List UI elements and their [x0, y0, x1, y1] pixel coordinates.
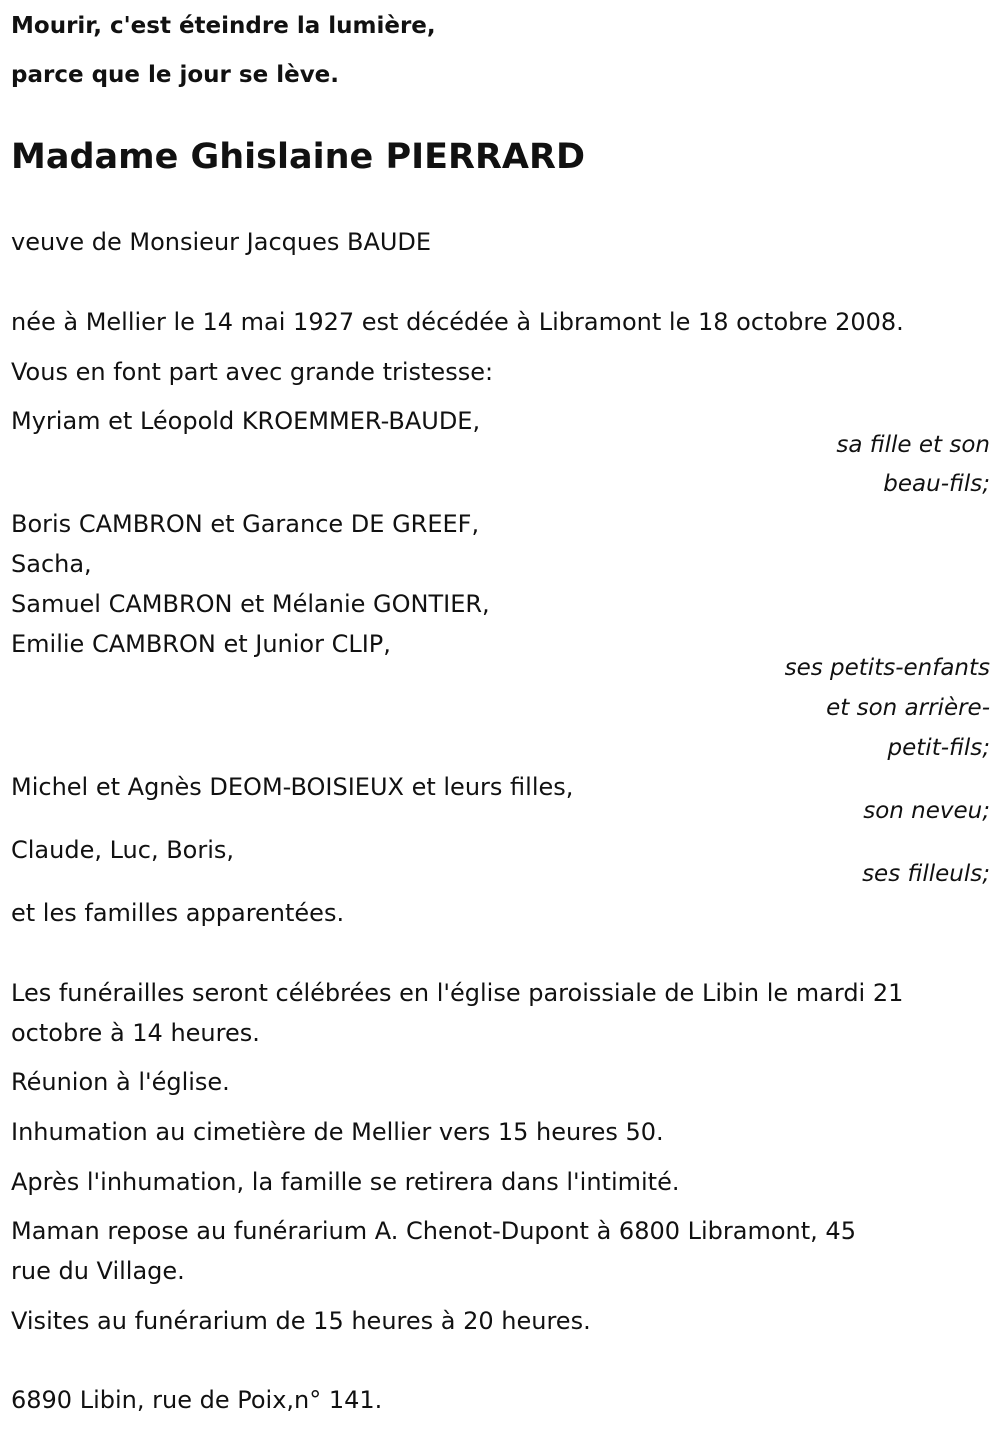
nephew-role: son neveu; — [863, 798, 990, 824]
burial-line: Inhumation au cimetière de Mellier vers 15 heures 50. — [11, 1118, 664, 1146]
intro-line: Vous en font part avec grande tristesse: — [11, 358, 494, 386]
grandchildren-role-3: petit-fils; — [887, 735, 990, 761]
daughter-role-2: beau-fils; — [883, 471, 990, 497]
quote-line-1: Mourir, c'est éteindre la lumière, — [11, 13, 436, 39]
widow-line: veuve de Monsieur Jacques BAUDE — [11, 228, 432, 256]
grandchild-line-3: Samuel CAMBRON et Mélanie GONTIER, — [11, 590, 490, 618]
address-line: 6890 Libin, rue de Poix,n° 141. — [11, 1386, 383, 1414]
ceremony-line-2: octobre à 14 heures. — [11, 1019, 260, 1047]
godchildren-line: Claude, Luc, Boris, — [11, 836, 235, 864]
daughter-line: Myriam et Léopold KROEMMER-BAUDE, — [11, 407, 481, 435]
grandchildren-role-1: ses petits-enfants — [784, 655, 990, 681]
nephew-line: Michel et Agnès DEOM-BOISIEUX et leurs filles, — [11, 773, 574, 801]
rest-line-2: rue du Village. — [11, 1257, 185, 1285]
rest-line-1: Maman repose au funérarium A. Chenot-Dupont à 6800 Libramont, 45 — [11, 1217, 856, 1245]
daughter-role-1: sa fille et son — [836, 432, 990, 458]
meeting-line: Réunion à l'église. — [11, 1068, 230, 1096]
grandchildren-role-2: et son arrière- — [826, 695, 990, 721]
grandchild-line-1: Boris CAMBRON et Garance DE GREEF, — [11, 510, 480, 538]
quote-line-2: parce que le jour se lève. — [11, 62, 340, 88]
grandchild-line-2: Sacha, — [11, 550, 92, 578]
deceased-name: Madame Ghislaine PIERRARD — [11, 137, 586, 177]
godchildren-role: ses filleuls; — [862, 861, 990, 887]
visits-line: Visites au funérarium de 15 heures à 20 heures. — [11, 1307, 591, 1335]
birth-death-line: née à Mellier le 14 mai 1927 est décédée à Libramont le 18 octobre 2008. — [11, 308, 904, 336]
ceremony-line-1: Les funérailles seront célébrées en l'église paroissiale de Libin le mardi 21 — [11, 979, 904, 1007]
after-burial-line: Après l'inhumation, la famille se retirera dans l'intimité. — [11, 1168, 680, 1196]
relatives-line: et les familles apparentées. — [11, 899, 345, 927]
grandchild-line-4: Emilie CAMBRON et Junior CLIP, — [11, 630, 391, 658]
